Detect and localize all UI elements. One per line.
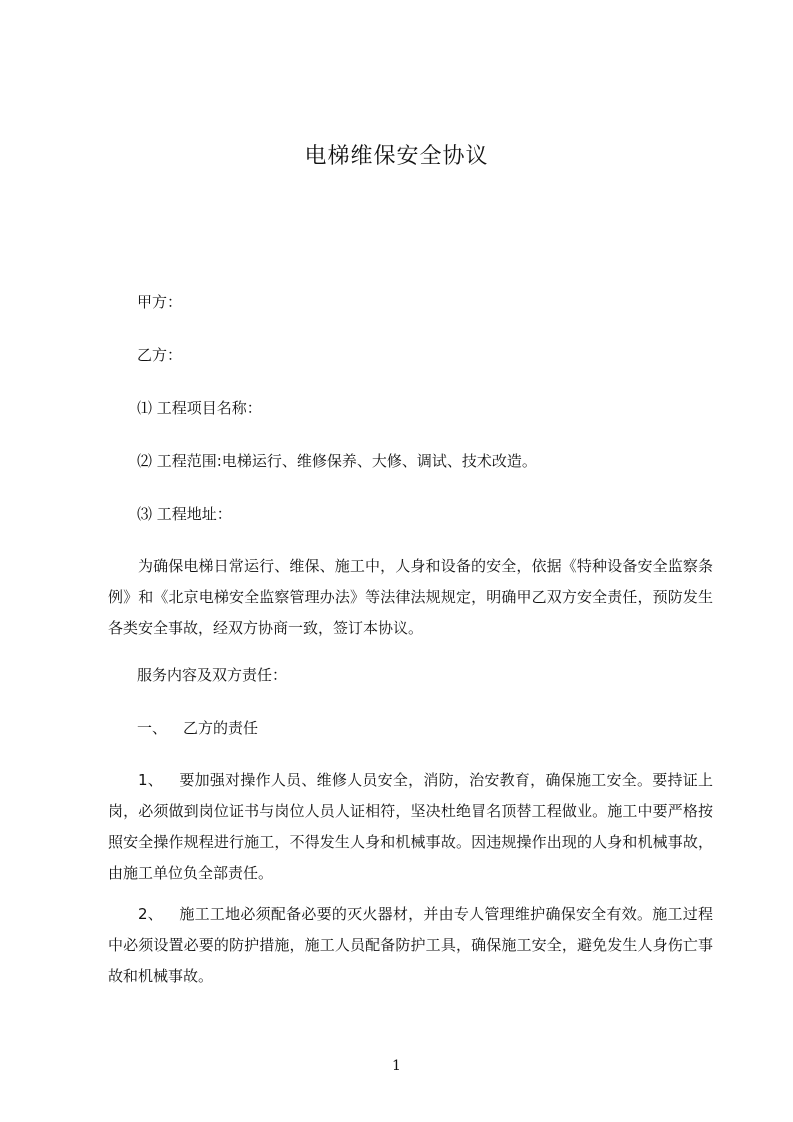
clause-2 (108, 899, 713, 992)
clause-number: 2、 (138, 905, 164, 923)
clause-text: 施工工地必须配备必要的灭火器材，并由专人管理维护确保安全有效。施工过程中必须设置必要的防护措施，施工人员配备防护工具，确保施工安全，避免发生人身伤亡事故和机械事故。 (108, 905, 713, 985)
party-a-label: 甲方： (137, 293, 183, 311)
page-number: 1 (392, 1058, 401, 1074)
section-title: 乙方的责任 (183, 719, 259, 737)
document-title: 电梯维保安全协议 (304, 144, 489, 169)
section-number: 一、 (137, 719, 168, 737)
party-b-label: 乙方： (137, 346, 183, 364)
services-heading: 服务内容及双方责任： (137, 666, 288, 684)
intro-paragraph: 为确保电梯日常运行、维保、施工中，人身和设备的安全，依据《特种设备安全监察条例》和《北京电梯安全监察管理办法》等法律法规规定，明确甲乙双方安全责任，预防发生各类安全事故，经双方协商一致，签订本协议。 (108, 557, 713, 637)
clause-text: 要加强对操作人员、维修人员安全，消防，治安教育，确保施工安全。要持证上岗，必须做到岗位证书与岗位人员人证相符，坚决杜绝冒名顶替工程做业。施工中要严格按照安全操作规程进行施工，不得发生人身和机械事故。因违规操作出现的人身和机械事故，由施工单位负全部责任。 (108, 771, 713, 882)
project-scope-item: ⑵ 工程范围:电梯运行、维修保养、大修、调试、技术改造。 (137, 452, 537, 470)
section-heading-party-b (137, 717, 258, 739)
clause-1 (108, 765, 713, 889)
project-name-item: ⑴ 工程项目名称： (137, 399, 262, 417)
clause-number: 1、 (138, 771, 164, 789)
project-address-item: ⑶ 工程地址： (137, 505, 232, 523)
